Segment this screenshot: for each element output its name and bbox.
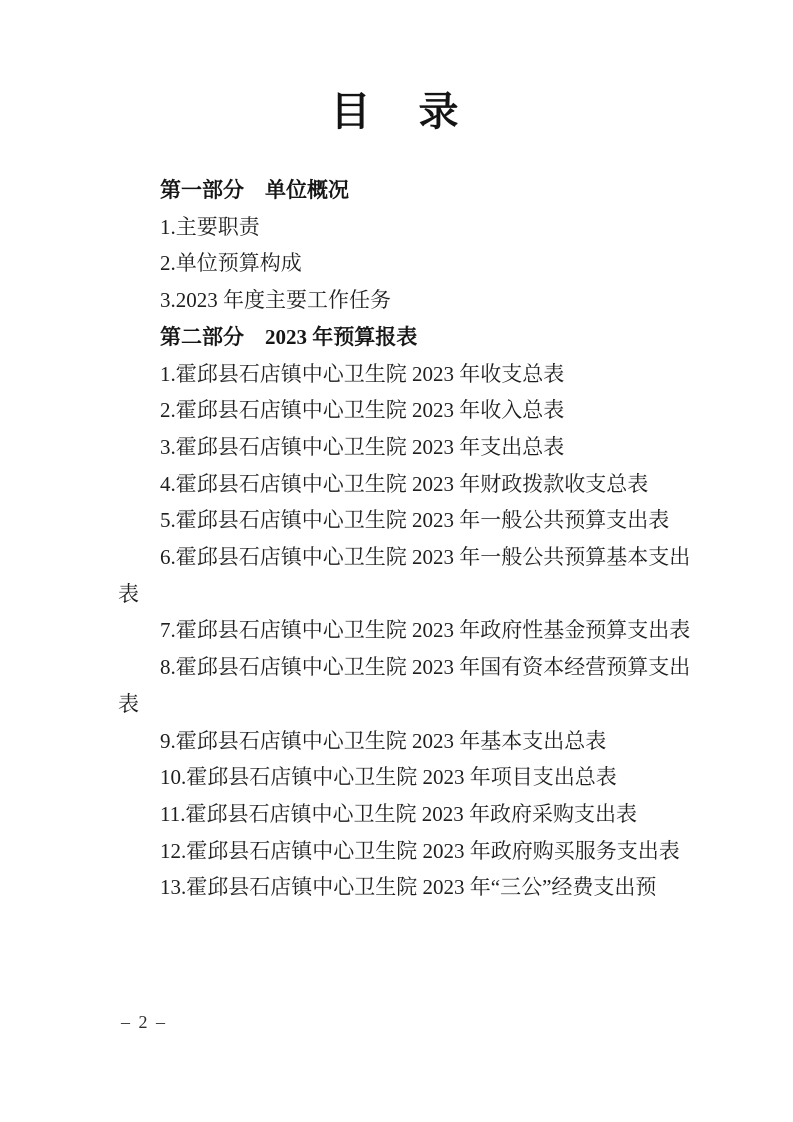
section-heading-part2: 第二部分 2023 年预算报表 (160, 324, 418, 349)
page-number: – 2 – (121, 1012, 167, 1032)
toc-entry: 2.单位预算构成 (160, 251, 302, 276)
toc-entry: 9.霍邱县石店镇中心卫生院 2023 年基本支出总表 (160, 728, 607, 753)
toc-entry: 5.霍邱县石店镇中心卫生院 2023 年一般公共预算支出表 (160, 508, 670, 533)
toc-entry: 8.霍邱县石店镇中心卫生院 2023 年国有资本经营预算支出表 (118, 655, 691, 716)
section-heading-part1: 第一部分 单位概况 (160, 178, 349, 202)
toc-entry: 12.霍邱县石店镇中心卫生院 2023 年政府购买服务支出表 (160, 838, 680, 863)
toc-entry: 10.霍邱县石店镇中心卫生院 2023 年项目支出总表 (160, 765, 617, 790)
toc-entry: 13.霍邱县石店镇中心卫生院 2023 年“三公”经费支出预 (160, 875, 657, 900)
toc-entry: 6.霍邱县石店镇中心卫生院 2023 年一般公共预算基本支出表 (118, 545, 691, 606)
toc-entry: 7.霍邱县石店镇中心卫生院 2023 年政府性基金预算支出表 (160, 618, 691, 643)
toc-entry: 2.霍邱县石店镇中心卫生院 2023 年收入总表 (160, 398, 565, 423)
toc-entry: 11.霍邱县石店镇中心卫生院 2023 年政府采购支出表 (160, 801, 637, 826)
toc-entry: 1.主要职责 (160, 214, 260, 239)
toc-entry: 4.霍邱县石店镇中心卫生院 2023 年财政拨款收支总表 (160, 471, 649, 496)
page-title: 目 录 (330, 89, 463, 134)
toc-entry: 3.霍邱县石店镇中心卫生院 2023 年支出总表 (160, 434, 565, 459)
toc-entry: 3.2023 年度主要工作任务 (160, 288, 391, 313)
toc-entry: 1.霍邱县石店镇中心卫生院 2023 年收支总表 (160, 361, 565, 386)
toc-content (118, 172, 698, 906)
